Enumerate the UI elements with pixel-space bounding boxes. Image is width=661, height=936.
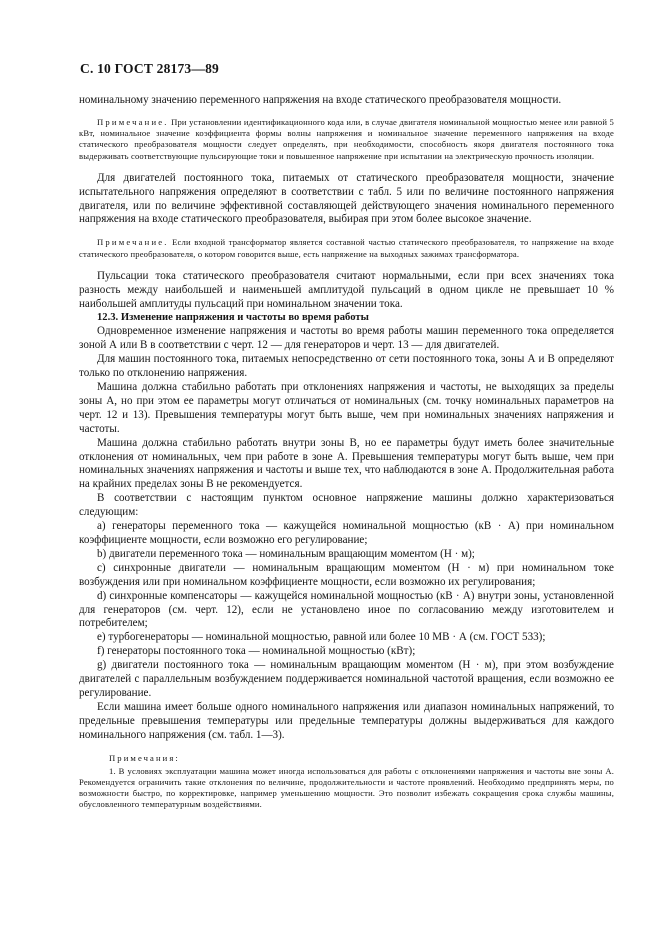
paragraph-multiple-voltages: Если машина имеет больше одного номинального напряжения или диапазон номинальных напряжений, то предельные превышения температуры или предельные температуры должны выдерживаться для каждого номинального напряжения (см. табл. 1—3).: [79, 700, 614, 741]
page-header: С. 10 ГОСТ 28173—89: [80, 61, 219, 76]
paragraph-characterize: В соответствии с настоящим пунктом основное напряжение машины должно характеризоваться следующим:: [79, 492, 614, 519]
paragraph-dc-zones: Для машин постоянного тока, питаемых непосредственно от сети постоянного тока, зоны А и В определяют только по отклонению напряжения.: [79, 353, 614, 380]
paragraph-zone-a: Машина должна стабильно работать при отклонениях напряжения и частоты, не выходящих за пределы зоны А, но при этом ее параметры могут отличаться от номинальных (см. точку номинальных параметров на черт. 12 и 13). Превышения температуры могут быть выше, чем при номинальных значениях напряжения и частоты.: [79, 381, 614, 435]
page-body: [79, 94, 614, 811]
section-heading-12-3: 12.3. Изменение напряжения и частоты во время работы: [97, 312, 369, 324]
list-item-g: g) двигатели постоянного тока — номинальным вращающим моментом (Н · м), при этом возбуждение двигателей с параллельным возбуждением поддерживается номинальной частотой вращения, если возможно ее регулирование.: [79, 659, 614, 699]
note-1-text: При установлении идентификационного кода или, в случае двигателя номинальной мощностью менее или равной 5 кВт, номинальное значение коэффициента формы волны напряжения и номинальное значение переменного напряжения на входе статического преобразователя мощности следует определять, при необходимости, способность якоря двигателя постоянного тока выдерживать соответствующие пульсирующие токи и повышенное напряжение при испытании на электрическую прочность изоляции.: [79, 116, 614, 161]
notes-item-1: 1. В условиях эксплуатации машина может иногда использоваться для работы с отклонениями напряжения и частоты вне зоны А. Рекомендуется ограничить такие отклонения по величине, продолжительности и частоте проявлений. Необходимо предпринять меры, по возможности быстро, по корректировке, например уменьшению мощности. Это позволит избежать сокращения срока службы машины, обусловленного температурным воздействиями.: [79, 765, 614, 810]
paragraph-continuation: номинальному значению переменного напряжения на входе статического преобразователя мощности.: [79, 94, 562, 106]
paragraph-zone-b: Машина должна стабильно работать внутри зоны В, но ее параметры будут иметь более значительные отклонения от номинальных, чем при работе в зоне А. Превышения температуры могут быть выше, чем при номинальных значениях напряжения и частоты и выше тех, что наблюдаются в зоне А. Продолжительная работа на крайних пределах зоны В не рекомендуется.: [79, 436, 614, 491]
notes-block: [79, 753, 614, 811]
note-2-text: Если входной трансформатор является составной частью статического преобразователя, то напряжение на входе статического преобразователя, о котором говорится выше, есть напряжение на выходных зажимах трансформатора.: [79, 237, 614, 259]
note-1: [79, 117, 614, 162]
note-1-label: Примечание.: [97, 116, 169, 127]
note-2: [79, 237, 614, 259]
paragraph-zones: Одновременное изменение напряжения и частоты во время работы машин переменного тока определяется зоной А или В в соответствии с черт. 12 — для генераторов и черт. 13 — для двигателей.: [79, 325, 614, 352]
list-item-b: b) двигатели переменного тока — номинальным вращающим моментом (Н · м);: [97, 547, 475, 560]
paragraph-ripple: Пульсации тока статического преобразователя считают нормальными, если при всех значениях тока разность между наибольшей и наименьшей амплитудой пульсаций в одном цикле не превышает 10 % наибольшей амплитуды пульсаций при номинальном значении тока.: [79, 269, 614, 310]
list-item-a: а) генераторы переменного тока — кажущейся номинальной мощностью (кВ · А) при номинальном коэффициенте мощности, если возможно его регулирование;: [79, 520, 614, 546]
notes-title: Примечания:: [109, 752, 180, 763]
list-item-e: е) турбогенераторы — номинальной мощностью, равной или более 10 МВ · А (см. ГОСТ 533);: [97, 631, 546, 644]
note-2-label: Примечание.: [97, 237, 169, 248]
paragraph-dc-motors: Для двигателей постоянного тока, питаемых от статического преобразователя мощности, значение испытательного напряжения определяют в соответствии с табл. 5 или по величине постоянного напряжения двигателя, или по величине эффективной составляющей действующего значения номинального переменного напряжения на входе статического преобразователя, выбирая при этом более высокое значение.: [79, 171, 614, 226]
list-item-d: d) синхронные компенсаторы — кажущейся номинальной мощностью (кВ · А) внутри зоны, установленной для генераторов (см. черт. 12), если не установлено иное по согласованию между изготовителем и потребителем;: [79, 589, 614, 630]
list-item-f: f) генераторы постоянного тока — номинальной мощностью (кВт);: [97, 645, 416, 658]
list-item-c: с) синхронные двигатели — номинальным вращающим моментом (Н · м) при номинальном токе возбуждения или при номинальном коэффициенте мощности, если возможно их регулирования;: [79, 561, 614, 588]
